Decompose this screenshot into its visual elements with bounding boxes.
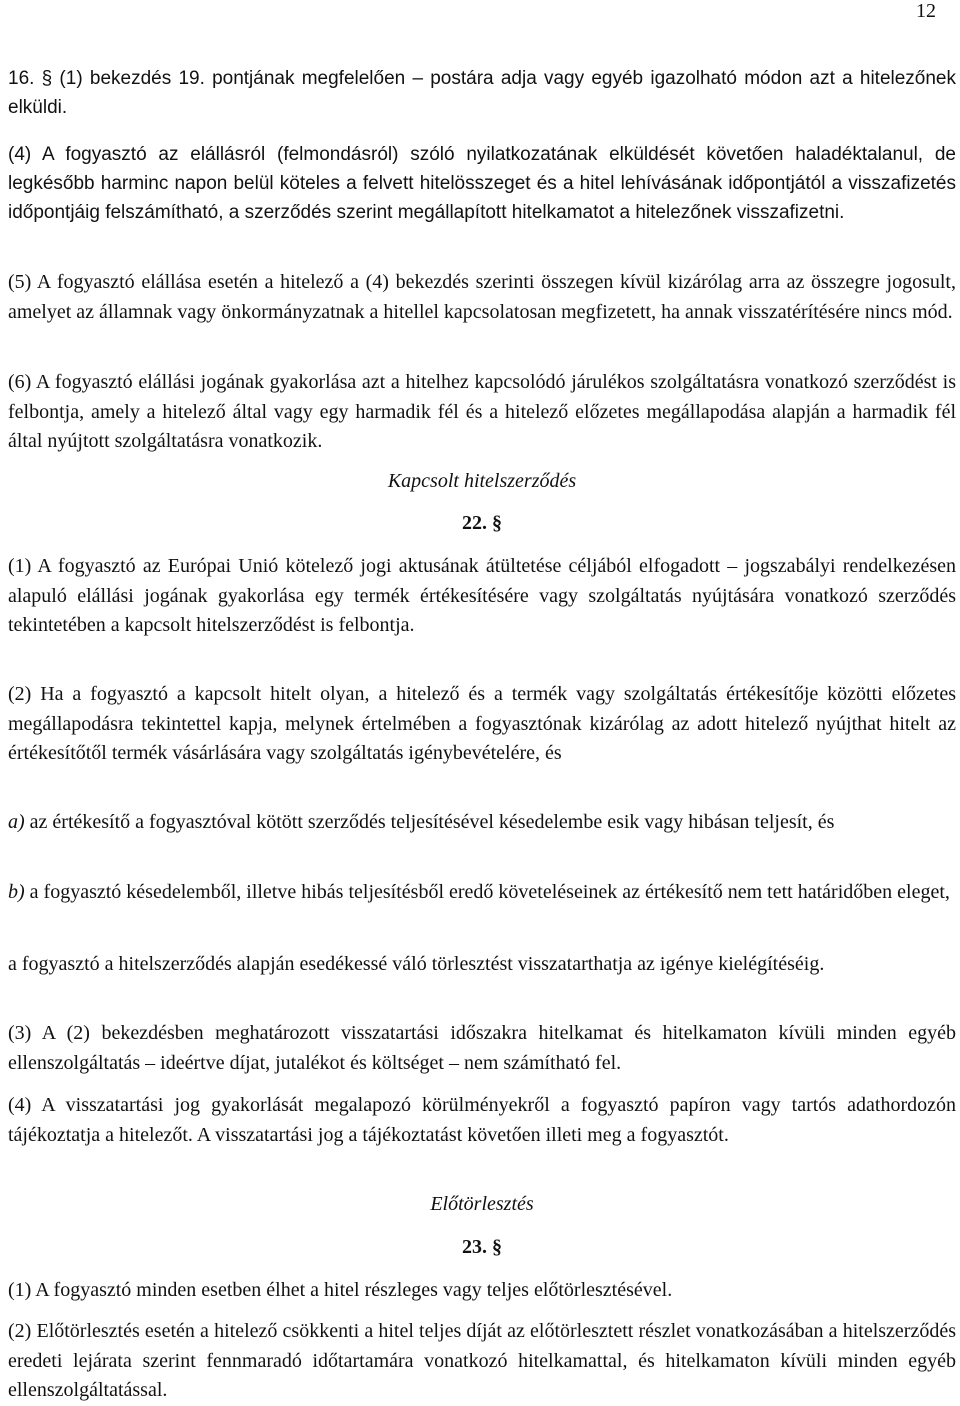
paragraph-22-3: (3) A (2) bekezdésben meghatározott visszatartási időszakra hitelkamat és hitelkamaton kívüli minden egyéb ellenszolgáltatás – ideértve díjat, jutalékot és költséget – nem számítható fel. (8, 1022, 956, 1074)
paragraph-23-1: (1) A fogyasztó minden esetben élhet a hitel részleges vagy teljes előtörlesztésével. (8, 1279, 673, 1301)
section-heading-kapcsolt: Kapcsolt hitelszerződés (387, 470, 577, 492)
section-number-22: 22. § (462, 512, 502, 534)
paragraph-5: (5) A fogyasztó elállása esetén a hitelező a (4) bekezdés szerinti összegen kívül kizárólag arra az összegre jogosult, amelyet az államnak vagy önkormányzatnak a hitellel kapcsolatosan megfizetett, ha annak visszatérítésére nincs mód. (8, 271, 956, 323)
paragraph-4: (4) A fogyasztó az elállásról (felmondásról) szóló nyilatkozatának elküldését követően haladéktalanul, de legkésőbb harminc napon belül köteles a felvett hitelösszeget és a hitel lehívásának időpontjától a visszafizetés időpontjáig felszámítható, a szerződés szerint megállapított hitelkamatot a hitelezőnek visszafizetni. (8, 144, 956, 223)
section-heading-elotorlesztes: Előtörlesztés (430, 1193, 534, 1215)
list-label-b: b) (8, 881, 25, 903)
paragraph-22-4: (4) A visszatartási jog gyakorlását megalapozó körülményekről a fogyasztó papíron vagy tartós adathordozón tájékoztatja a hitelezőt. A visszatartási jog a tájékoztatást követően illeti meg a fogyasztót. (8, 1094, 956, 1146)
list-text-a: az értékesítő a fogyasztóval kötött szerződés teljesítésével késedelembe esik vagy hibásan teljesít, és (24, 811, 835, 833)
paragraph-6: (6) A fogyasztó elállási jogának gyakorlása azt a hitelhez kapcsolódó járulékos szolgáltatásra vonatkozó szerződést is felbontja, amely a hitelező által vagy egy harmadik fél és a hitelező előzetes megállapodása alapján a harmadik fél által nyújtott szolgáltatásra vonatkozik. (8, 371, 956, 452)
paragraph-22-2: (2) Ha a fogyasztó a kapcsolt hitelt olyan, a hitelező és a termék vagy szolgáltatás értékesítője közötti előzetes megállapodásra tekintettel kapja, melynek értelmében a fogyasztónak kizárólag az adott hitelező nyújthat hitelt az értékesítőtől termék vásárlására vagy szolgáltatás igénybevételére, és (8, 683, 956, 764)
section-number-23: 23. § (462, 1236, 502, 1258)
paragraph-22-2-a (8, 808, 956, 838)
page-number: 12 (916, 0, 936, 22)
paragraph-22-2-b (8, 878, 956, 908)
paragraph-22-1: (1) A fogyasztó az Európai Unió kötelező jogi aktusának átültetése céljából elfogadott – jogszabályi rendelkezésen alapuló elállási jogának gyakorlása egy termék értékesítésére vagy szolgáltatás nyújtására vonatkozó szerződés tekintetében a kapcsolt hitelszerződést is felbontja. (8, 555, 956, 636)
list-label-a: a) (8, 811, 25, 833)
paragraph-23-2: (2) Előtörlesztés esetén a hitelező csökkenti a hitel teljes díját az előtörlesztett részlet vonatkozásában a hitelszerződés eredeti lejárata szerint fennmaradó időtartamára vonatkozó hitelkamattal, és hitelkamaton kívüli minden egyéb ellenszolgáltatással. (8, 1320, 956, 1401)
paragraph-16-1-19: 16. § (1) bekezdés 19. pontjának megfelelően – postára adja vagy egyéb igazolható módon azt a hitelezőnek elküldi. (8, 68, 956, 118)
paragraph-22-2-conclusion: a fogyasztó a hitelszerződés alapján esedékessé váló törlesztést visszatarthatja az igénye kielégítéséig. (8, 953, 825, 975)
list-text-b: a fogyasztó késedelemből, illetve hibás teljesítésből eredő követeléseinek az értékesítő nem tett határidőben eleget, (24, 881, 950, 903)
